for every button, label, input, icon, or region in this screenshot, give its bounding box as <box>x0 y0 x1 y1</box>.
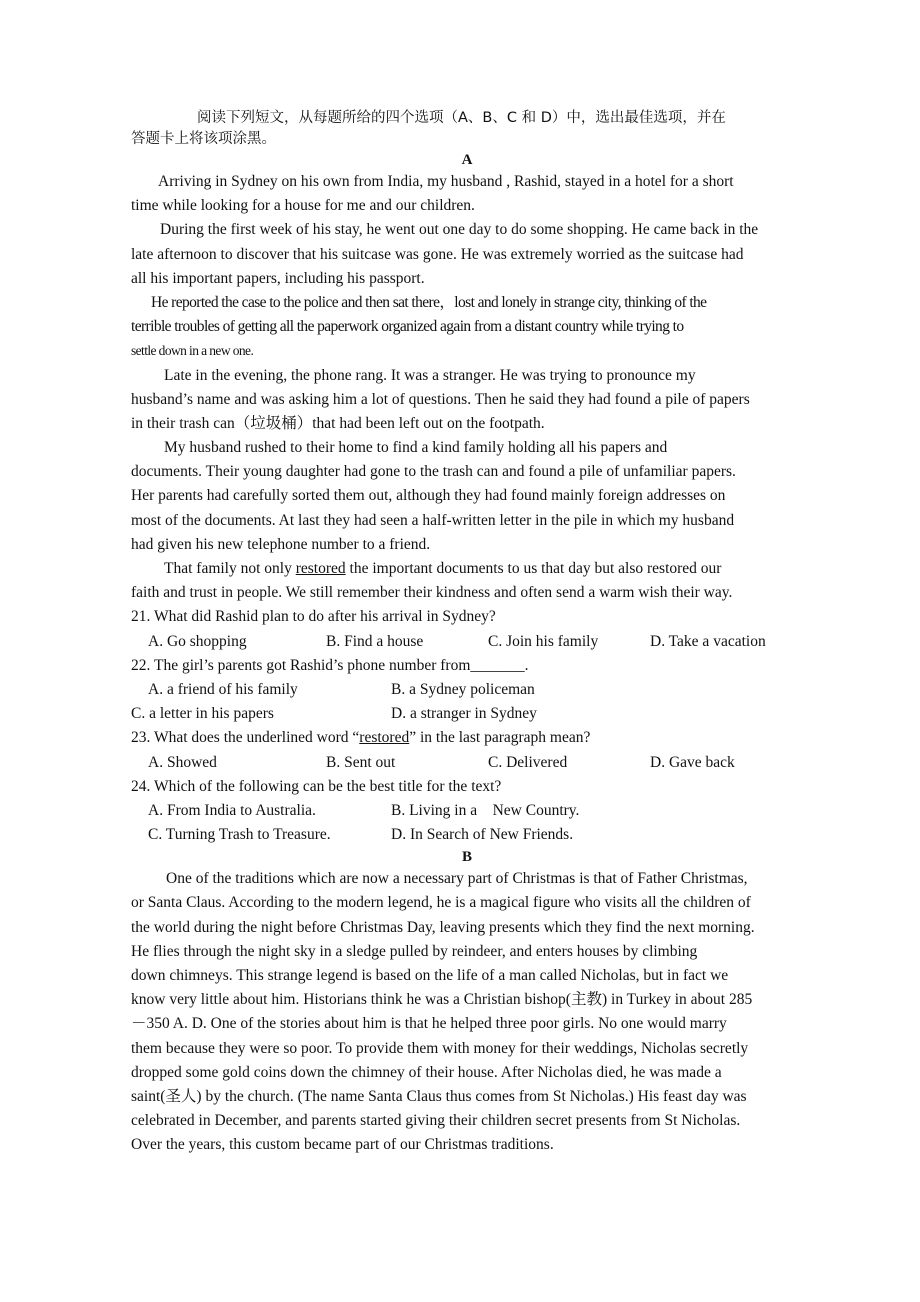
question-24-options <box>131 823 803 847</box>
passage-a-line: all his important papers, including his passport. <box>131 269 425 287</box>
passage-a-line: late afternoon to discover that his suitcase was gone. He was extremely worried as the suitcase had <box>131 245 744 263</box>
question-22-stem: 22. The girl’s parents got Rashid’s phone number from_______. <box>131 656 529 674</box>
passage-b-line: Over the years, this custom became part of our Christmas traditions. <box>131 1136 554 1154</box>
option-c: C. Join his family <box>488 632 599 650</box>
question-23-stem <box>131 726 803 750</box>
option-b: B. Sent out <box>326 753 396 771</box>
question-24-options <box>131 799 803 823</box>
option-a: A. From India to Australia. <box>148 801 316 819</box>
passage-a-line: documents. Their young daughter had gone to the trash can and found a pile of unfamiliar papers. <box>131 463 736 481</box>
passage-a-line: He reported the case to the police and then sat there，lost and lonely in strange city, thinking of the <box>151 293 707 311</box>
passage-a-line: time while looking for a house for me and our children. <box>131 197 475 215</box>
option-d: D. Gave back <box>650 753 735 771</box>
passage-b-heading: B <box>461 849 472 866</box>
passage-b-line: celebrated in December, and parents started giving their children secret presents from St Nicholas. <box>131 1112 741 1130</box>
question-23-stem-text: 23. What does the underlined word “ <box>131 729 360 747</box>
option-d: D. a stranger in Sydney <box>391 705 537 723</box>
passage-a-line: Arriving in Sydney on his own from India, my husband , Rashid, stayed in a hotel for a short <box>158 173 734 190</box>
option-c: C. a letter in his papers <box>131 705 274 723</box>
passage-a-line: My husband rushed to their home to find a kind family holding all his papers and <box>164 439 668 457</box>
underlined-word: restored <box>295 560 346 577</box>
passage-a-line: During the first week of his stay, he went out one day to do some shopping. He came back in the <box>160 221 759 239</box>
passage-b-line: know very little about him. Historians think he was a Christian bishop(主教) in Turkey in about 285 <box>131 991 753 1009</box>
passage-b-line: them because they were so poor. To provide them with money for their weddings, Nicholas secretly <box>131 1039 749 1057</box>
passage-b-line: dropped some gold coins down the chimney of their house. After Nicholas died, he was made a <box>131 1063 722 1081</box>
instruction-line-2: 答题卡上将该项涂黑。 <box>131 131 276 147</box>
passage-a-line: Late in the evening, the phone rang. It was a stranger. He was trying to pronounce my <box>164 366 696 384</box>
option-b: B. Living in a New Country. <box>391 801 580 819</box>
option-a: A. Showed <box>148 753 217 771</box>
passage-a-line: settle down in a new one. <box>131 343 254 359</box>
passage-a-heading: A <box>461 152 473 168</box>
passage-b-line: One of the traditions which are now a necessary part of Christmas is that of Father Christmas, <box>166 870 748 888</box>
option-d: D. Take a vacation <box>650 632 766 650</box>
passage-b-line: the world during the night before Christmas Day, leaving presents which they find the next morning. <box>131 918 755 936</box>
question-23-stem-text: ” in the last paragraph mean? <box>409 729 591 747</box>
passage-b-line: He flies through the night sky in a sledge pulled by reindeer, and enters houses by climbing <box>131 942 698 960</box>
passage-a-line: faith and trust in people. We still remember their kindness and often send a warm wish their way. <box>131 584 733 602</box>
question-22-options <box>131 678 803 702</box>
passage-a-line: most of the documents. At last they had seen a half-written letter in the pile in which my husband <box>131 511 735 529</box>
option-b: B. a Sydney policeman <box>391 680 535 698</box>
passage-a-line: in their trash can（垃圾桶）that had been left out on the footpath. <box>131 414 545 432</box>
underlined-word: restored <box>359 729 410 747</box>
passage-a-line: terrible troubles of getting all the paperwork organized again from a distant country while trying to <box>131 318 684 336</box>
passage-b-line: or Santa Claus. According to the modern legend, he is a magical figure who visits all the children of <box>131 894 751 912</box>
passage-a-line: had given his new telephone number to a friend. <box>131 535 431 553</box>
option-b: B. Find a house <box>326 632 424 650</box>
option-a: A. a friend of his family <box>148 680 298 698</box>
passage-b-line: down chimneys. This strange legend is based on the life of a man called Nicholas, but in fact we <box>131 967 729 984</box>
passage-a-last-para <box>131 557 803 581</box>
question-22-options <box>131 702 803 726</box>
passage-b-line: －350 A. D. One of the stories about him is that he helped three poor girls. No one would marry <box>131 1015 727 1033</box>
question-24-stem: 24. Which of the following can be the best title for the text? <box>131 777 502 795</box>
option-a: A. Go shopping <box>148 632 247 650</box>
option-d: D. In Search of New Friends. <box>391 826 574 844</box>
exam-page <box>131 108 803 1158</box>
last-para-text: That family not only <box>164 560 296 577</box>
option-c: C. Turning Trash to Treasure. <box>148 826 331 844</box>
last-para-text: the important documents to us that day but also restored our <box>345 560 722 577</box>
passage-b-line: saint(圣人) by the church. (The name Santa Claus thus comes from St Nicholas.) His feast day was <box>131 1087 747 1105</box>
option-c: C. Delivered <box>488 753 568 771</box>
passage-a-line: husband’s name and was asking him a lot of questions. Then he said they had found a pile of papers <box>131 390 750 408</box>
instruction-line-1: 阅读下列短文，从每题所给的四个选项（A、B、C 和 D）中，选出最佳选项，并在 <box>197 110 726 126</box>
passage-a-line: Her parents had carefully sorted them out, although they had found mainly foreign addresses on <box>131 487 726 505</box>
question-23-options <box>131 751 803 775</box>
question-21-options <box>131 630 803 654</box>
question-21-stem: 21. What did Rashid plan to do after his arrival in Sydney? <box>131 608 496 626</box>
